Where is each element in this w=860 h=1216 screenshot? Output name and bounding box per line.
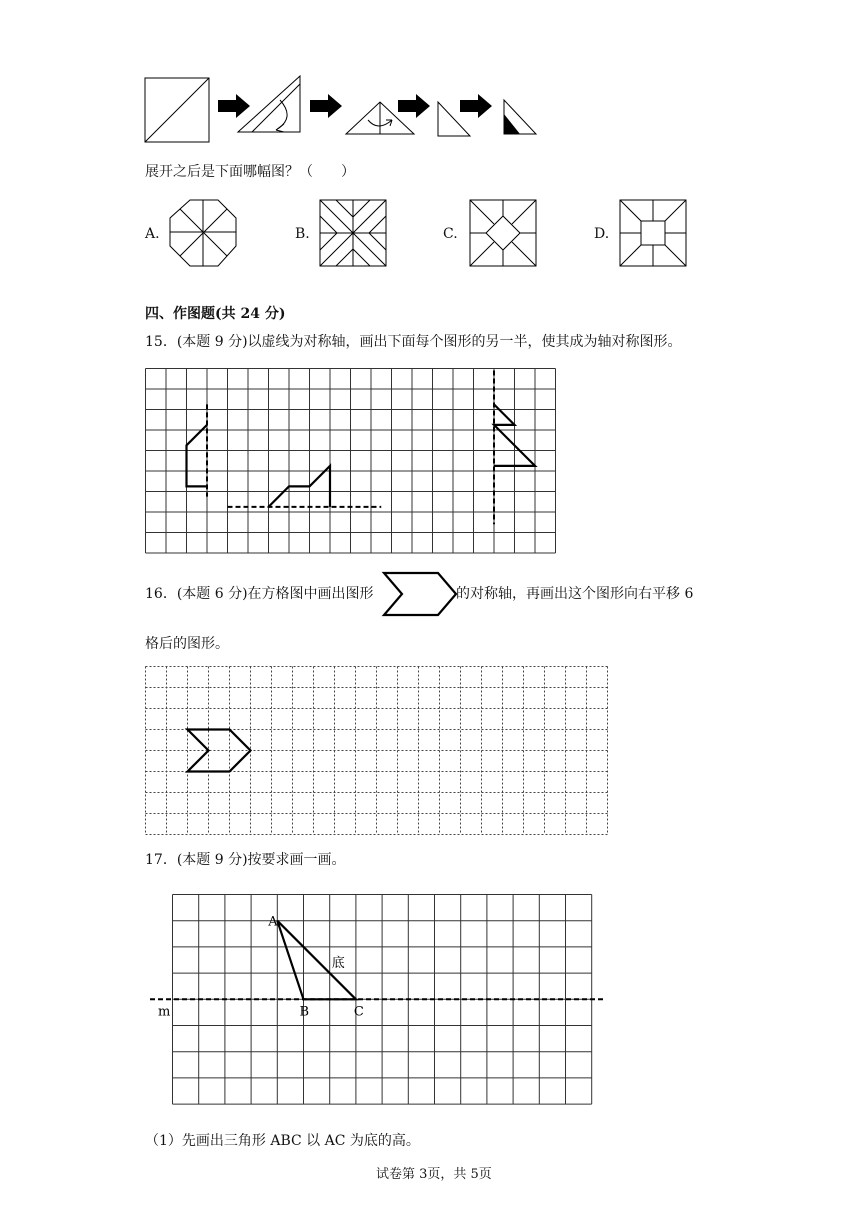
half-figure-1 [187, 425, 208, 487]
option-d-label[interactable]: D. [594, 226, 610, 242]
q16-text-after: 的对称轴，再画出这个图形向右平移 6 [456, 586, 694, 602]
option-a-label[interactable]: A. [145, 226, 160, 242]
option-c-figure [470, 200, 536, 266]
page-footer: 试卷第 3页，共 5页 [376, 1167, 492, 1182]
q17-text: 17．(本题 9 分)按要求画一画。 [145, 852, 346, 868]
q17-grid[interactable] [150, 894, 610, 1112]
half-figure-2 [269, 466, 331, 507]
label-a: A [268, 914, 278, 930]
chevron-shape-icon [382, 571, 462, 617]
option-c-label[interactable]: C. [443, 226, 458, 242]
option-b-figure [320, 200, 386, 266]
q14-prompt: 展开之后是下面哪幅图？（ ） [145, 164, 355, 180]
q15-grid[interactable] [145, 368, 557, 550]
label-c: C [353, 1004, 364, 1020]
q16-text-before: 16．(本题 6 分)在方格图中画出图形 [145, 586, 374, 602]
label-m: m [158, 1004, 171, 1020]
option-a-figure [170, 200, 236, 266]
option-figures [0, 0, 860, 280]
q16-grid[interactable] [145, 666, 609, 838]
label-b: B [299, 1004, 310, 1020]
section-title: 四、作图题(共 24 分) [145, 306, 286, 322]
q15-text: 15．(本题 9 分)以虚线为对称轴，画出下面每个图形的另一半，使其成为轴对称图形。 [145, 334, 682, 350]
label-base: 底 [331, 955, 345, 971]
option-d-figure [620, 200, 686, 266]
q16-text-line2: 格后的图形。 [145, 636, 229, 652]
q17-sub1: （1）先画出三角形 ABC 以 AC 为底的高。 [145, 1133, 420, 1149]
option-b-label[interactable]: B. [295, 226, 310, 242]
